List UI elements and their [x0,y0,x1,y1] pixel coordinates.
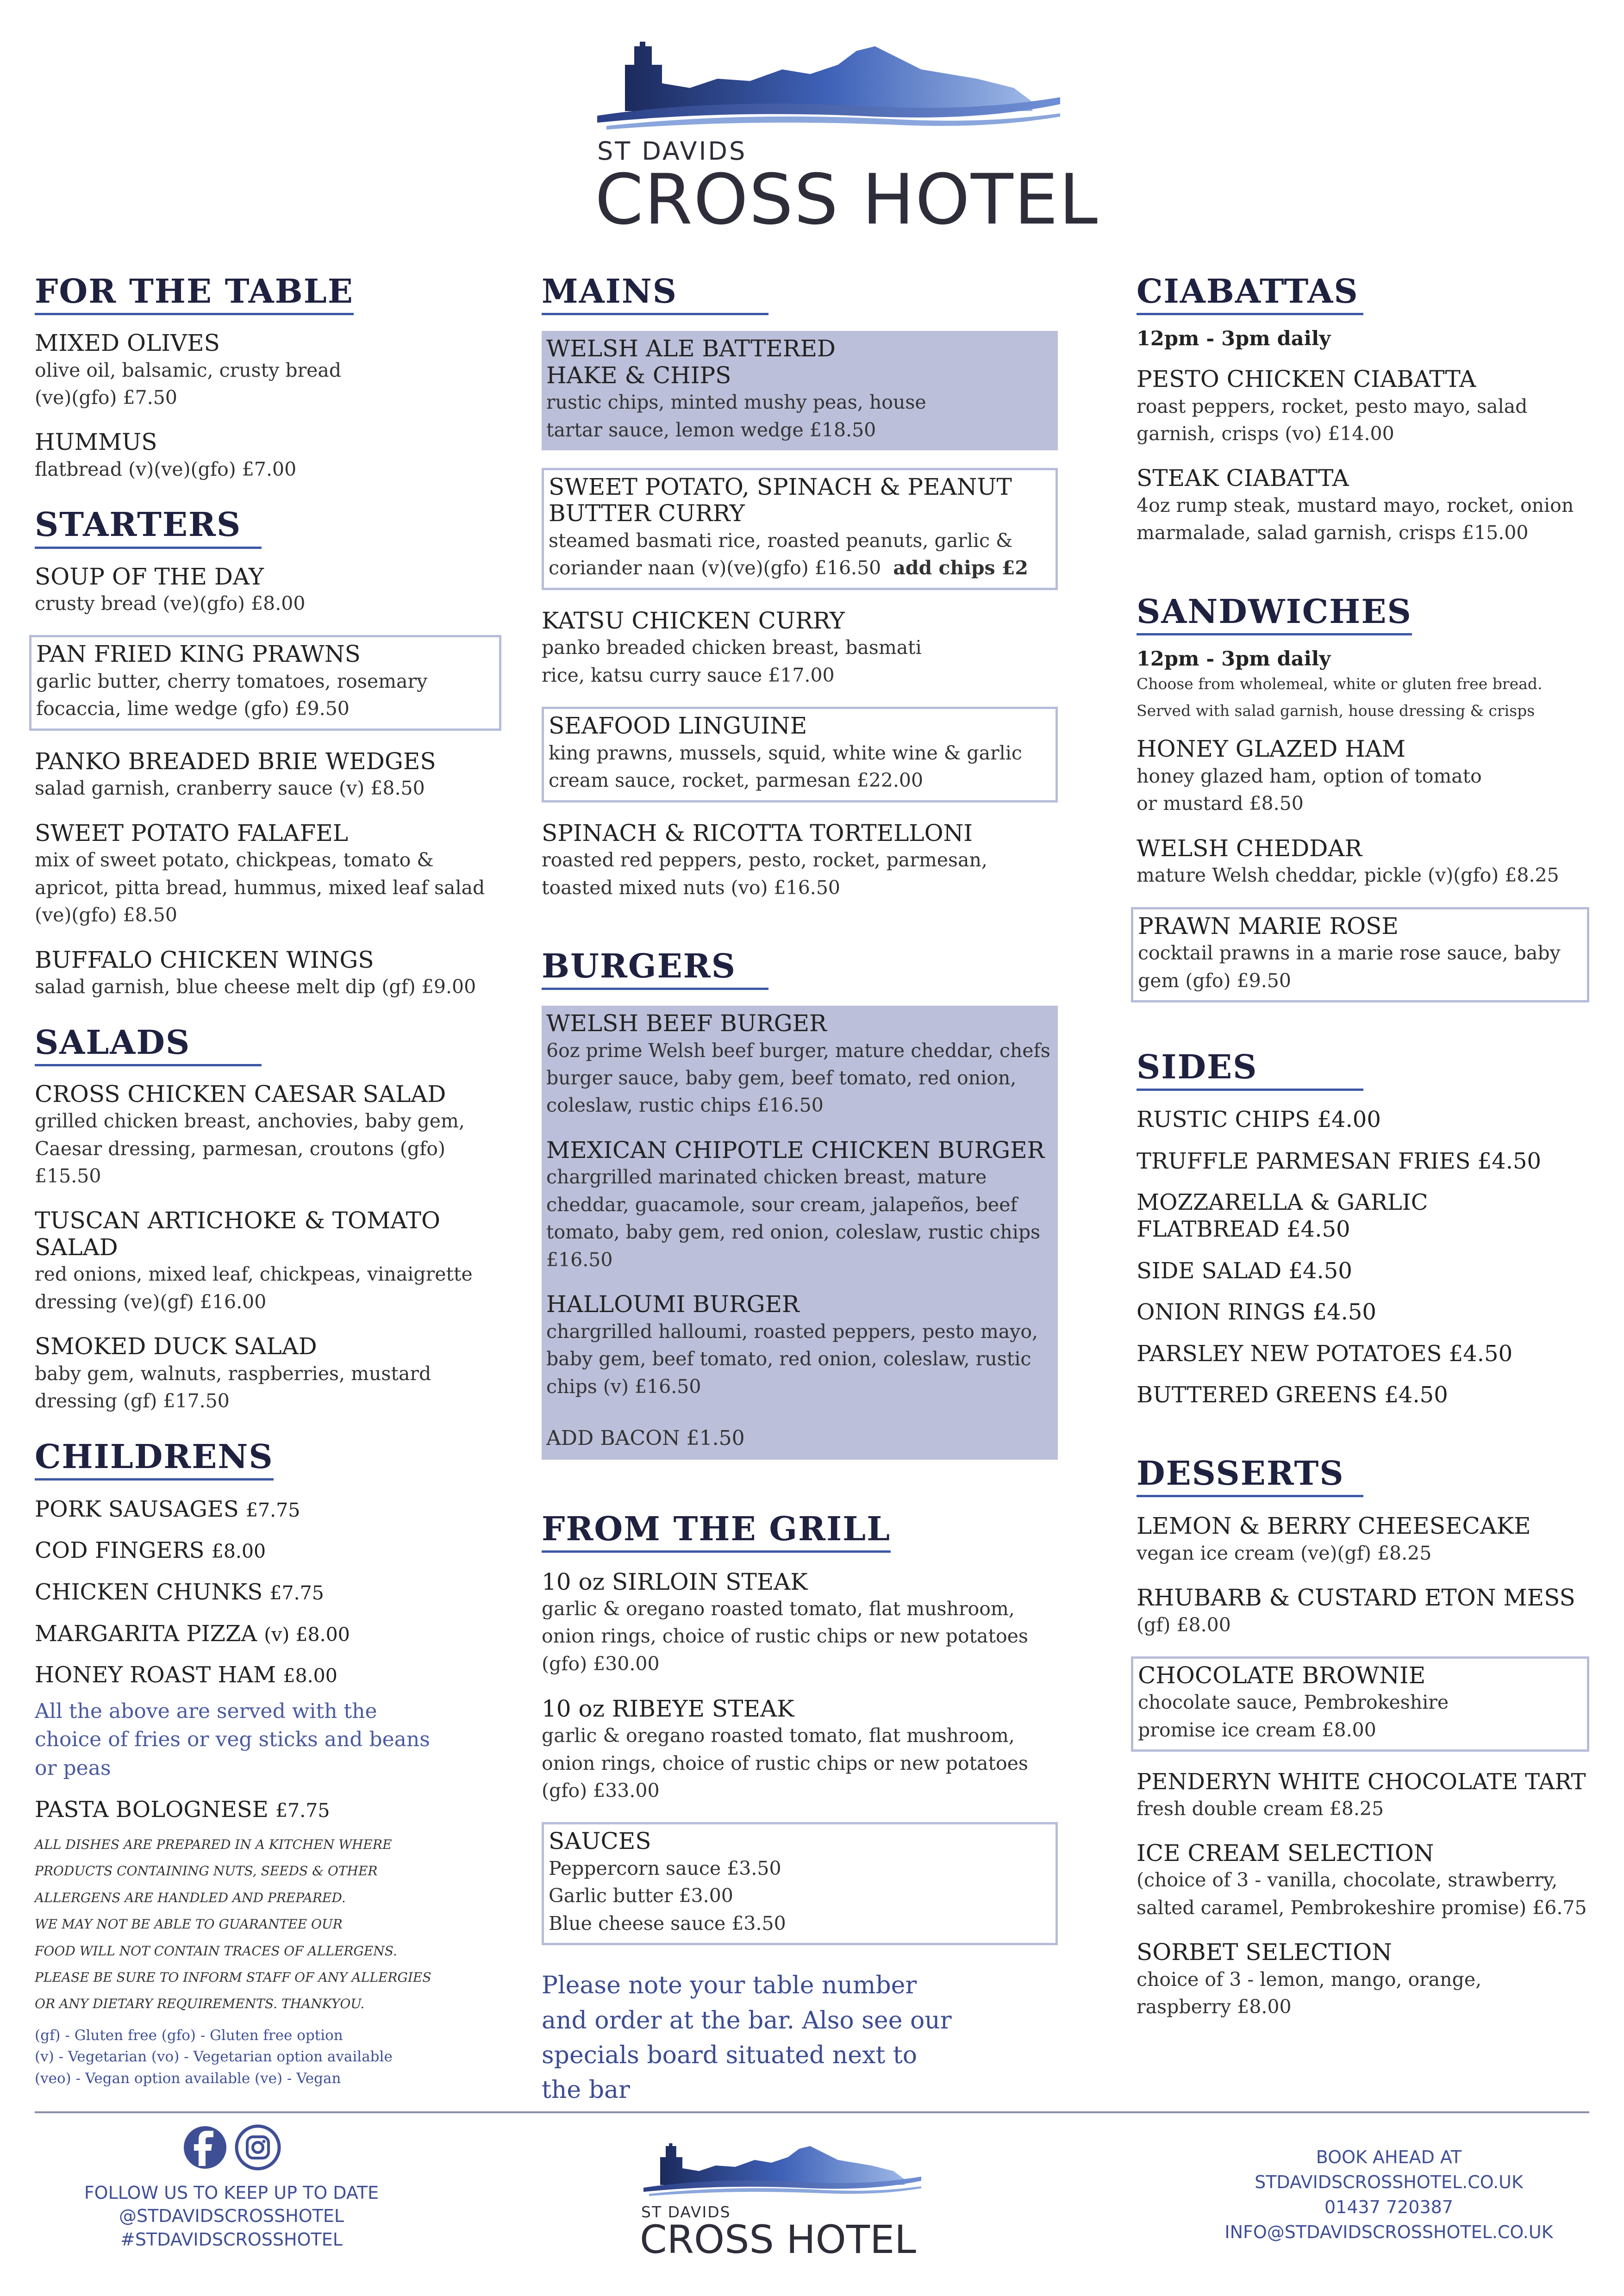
burgers-panel [542,1006,1058,1460]
book-ahead-label: BOOK AHEAD AT [1316,2147,1462,2167]
item-name: CHOCOLATE BROWNIE [1138,1661,1426,1689]
item-desc: (choice of 3 - vanilla, chocolate, strawberry, salted caramel, Pembrokeshire promise) £6.75 [1137,1869,1587,1919]
sauce-item: Blue cheese sauce £3.50 [549,1912,786,1935]
item-desc: chargrilled marinated chicken breast, mature cheddar, guacamole, sour cream, jalapeños, beef tomato, baby gem, red onion, coleslaw, rustic chips £16.50 [546,1166,1041,1271]
item-name: MEXICAN CHIPOTLE CHICKEN BURGER [546,1136,1045,1164]
menu-item [1137,1769,1609,1823]
menu-item [35,1081,502,1190]
menu-item-highlighted [542,707,1058,802]
allergen-notice [35,1831,502,2017]
item-desc: olive oil, balsamic, crusty bread (ve)(gfo) £7.50 [35,359,342,409]
column-middle [542,273,1058,2108]
section-title-burgers: BURGERS [542,948,768,990]
kids-item [35,1662,502,1689]
bread-note: Choose from wholemeal, white or gluten free bread. [1137,674,1543,693]
item-desc-text: steamed basmati rice, roasted peanuts, garlic & coriander naan (v)(ve)(gfo) £16.50 [549,529,1013,579]
item-desc: mix of sweet potato, chickpeas, tomato & apricot, pitta bread, hummus, mixed leaf salad (ve)(gfo) £8.50 [35,849,485,927]
item-name: WELSH CHEDDAR [1137,834,1362,862]
footer-divider [35,2111,1589,2113]
item-name: SORBET SELECTION [1137,1939,1392,1966]
item-desc: crusty bread (ve)(gfo) £8.00 [35,592,306,615]
section-title-salads: SALADS [35,1024,262,1066]
item-desc: red onions, mixed leaf, chickpeas, vinaigrette dressing (ve)(gf) £16.00 [35,1263,473,1313]
item-desc: chargrilled halloumi, roasted peppers, pesto mayo, baby gem, beef tomato, red onion, coleslaw, rustic chips (v) £16.50 [546,1320,1038,1398]
garnish-note: Served with salad garnish, house dressing & crisps [1137,701,1535,720]
item-name: STEAK CIABATTA [1137,465,1349,492]
booking-block [1194,2145,1583,2245]
item-price: (v) £8.00 [264,1623,350,1646]
item-desc: roasted red peppers, pesto, rocket, parmesan, toasted mixed nuts (vo) £16.50 [542,849,987,899]
item-price: £4.50 [1384,1382,1448,1408]
menu-item [546,1291,1053,1400]
item-price: £4.50 [1312,1299,1376,1325]
dietary-key [35,2025,502,2090]
menu-item [35,947,502,1001]
menu-item [1137,835,1609,890]
item-price: £7.75 [269,1581,324,1604]
item-desc: mature Welsh cheddar, pickle (v)(gfo) £8.25 [1137,864,1559,887]
facebook-icon[interactable] [182,2124,228,2177]
key-line: (veo) - Vegan option available (ve) - Vegan [35,2070,341,2087]
kids-item [35,1621,502,1648]
item-desc: grilled chicken breast, anchovies, baby gem, Caesar dressing, parmesan, croutons (gfo) £15.50 [35,1110,465,1187]
allergen-line: FOOD WILL NOT CONTAIN TRACES OF ALLERGENS. [35,1943,397,1959]
menu-item [1137,1585,1609,1639]
item-desc: flatbread (v)(ve)(gfo) £7.00 [35,458,297,480]
menu-item-highlighted [1131,1656,1589,1752]
serving-time: 12pm - 3pm daily [1137,647,1331,671]
side-item [1137,1258,1609,1285]
menu-item [1137,465,1609,547]
sauces-title: SAUCES [549,1828,651,1855]
menu-item [35,429,502,483]
menu-item [1137,1513,1609,1567]
item-price: £7.75 [245,1499,300,1521]
menu-item-highlighted [542,468,1058,590]
item-desc: panko breaded chicken breast, basmati rice, katsu curry sauce £17.00 [542,636,922,686]
sauce-item: Peppercorn sauce £3.50 [549,1857,781,1879]
item-name: PENDERYN WHITE CHOCOLATE TART [1137,1769,1586,1795]
side-item [1137,1148,1609,1175]
item-name: CROSS CHICKEN CAESAR SALAD [35,1080,446,1108]
item-desc [549,527,1051,582]
side-item [1137,1107,1609,1133]
side-item [1137,1341,1609,1368]
menu-item-highlighted [29,635,501,730]
social-block [83,2124,380,2251]
key-line: (v) - Vegetarian (vo) - Vegetarian option available [35,2048,393,2066]
item-name: TUSCAN ARTICHOKE & TOMATO SALAD [35,1207,440,1261]
section-title-ciabattas: CIABATTAS [1137,273,1363,315]
item-name: RHUBARB & CUSTARD ETON MESS [1137,1584,1575,1611]
menu-item [1137,736,1609,817]
section-title-childrens: CHILDRENS [35,1438,274,1481]
item-name: ICE CREAM SELECTION [1137,1839,1434,1867]
sauces-box [542,1822,1058,1945]
menu-item [546,1010,1053,1120]
item-name: PAN FRIED KING PRAWNS [36,641,361,668]
item-name: SEAFOOD LINGUINE [549,712,807,740]
item-desc: baby gem, walnuts, raspberries, mustard dressing (gf) £17.50 [35,1362,431,1412]
kids-note: All the above are served with the choice of fries or veg sticks and beans or peas [35,1699,430,1780]
item-desc: choice of 3 - lemon, mango, orange, raspberry £8.00 [1137,1968,1482,2018]
item-name: HONEY ROAST HAM [35,1662,276,1688]
item-desc: garlic & oregano roasted tomato, flat mushroom, onion rings, choice of rustic chips or new potatoes (gfo) £30.00 [542,1597,1028,1675]
logo-big-text: CROSS HOTEL [640,2217,916,2262]
footer-logo [634,2124,931,2272]
add-bacon: ADD BACON £1.50 [546,1426,745,1450]
item-desc: rustic chips, minted mushy peas, house tartar sauce, lemon wedge £18.50 [546,391,926,441]
menu-item [35,820,502,929]
item-name: 10 oz RIBEYE STEAK [542,1695,794,1723]
item-name: SWEET POTATO FALAFEL [35,819,348,846]
item-desc: salad garnish, cranberry sauce (v) £8.50 [35,777,425,800]
key-line: (gf) - Gluten free (gfo) - Gluten free option [35,2027,343,2044]
item-name: MARGARITA PIZZA [35,1620,257,1647]
section-title-mains: MAINS [542,273,768,315]
item-desc: 6oz prime Welsh beef burger, mature cheddar, chefs burger sauce, baby gem, beef tomato, red onion, coleslaw, rustic chips £16.50 [546,1039,1050,1117]
item-price: £4.50 [1477,1148,1542,1174]
item-price: £8.00 [283,1665,337,1687]
item-name: HALLOUMI BURGER [546,1291,800,1318]
cathedral-skyline-logo [643,2134,921,2203]
item-name: SIDE SALAD [1137,1257,1282,1284]
hotel-logo [569,37,1099,240]
menu-item [35,330,502,411]
instagram-icon[interactable] [235,2124,281,2177]
item-desc: fresh double cream £8.25 [1137,1797,1384,1820]
table-note: Please note your table number and order at the bar. Also see our specials board situated next to the bar [542,1972,952,2104]
logo-small-text: ST DAVIDS [641,2203,731,2221]
kids-item [35,1797,502,1823]
item-name: WELSH BEEF BURGER [546,1010,827,1037]
allergen-line: WE MAY NOT BE ABLE TO GUARANTEE OUR [35,1916,343,1932]
social-icons [83,2124,380,2177]
menu-item [546,1137,1053,1274]
item-name: SWEET POTATO, SPINACH & PEANUT BUTTER CURRY [549,473,1012,527]
item-desc: cocktail prawns in a marie rose sauce, baby gem (gfo) £9.50 [1138,942,1561,992]
item-desc: honey glazed ham, option of tomato or mustard £8.50 [1137,765,1482,815]
phone-number[interactable]: 01437 720387 [1324,2196,1454,2217]
allergen-line: ALLERGENS ARE HANDLED AND PREPARED. [35,1890,346,1905]
column-left [35,273,502,2089]
item-name: SOUP OF THE DAY [35,563,264,590]
item-name: 10 oz SIRLOIN STEAK [542,1568,808,1595]
item-name: WELSH ALE BATTERED HAKE & CHIPS [546,335,836,389]
menu-item [35,748,502,803]
allergen-line: PRODUCTS CONTAINING NUTS, SEEDS & OTHER [35,1863,378,1879]
item-name: TRUFFLE PARMESAN FRIES [1137,1148,1471,1174]
section-title-starters: STARTERS [35,506,262,548]
item-name: MIXED OLIVES [35,330,220,357]
column-right [1137,273,1609,2021]
section-title-sandwiches: SANDWICHES [1137,593,1412,635]
menu-item [1137,366,1609,448]
item-name: BUFFALO CHICKEN WINGS [35,946,374,973]
item-name: BUTTERED GREENS [1137,1382,1378,1408]
follow-text: FOLLOW US TO KEEP UP TO DATE [84,2182,379,2203]
cathedral-skyline-logo [597,37,1060,130]
item-desc: roast peppers, rocket, pesto mayo, salad garnish, crisps (vo) £14.00 [1137,395,1528,445]
item-price: £4.50 [1288,1257,1352,1284]
section-title-sides: SIDES [1137,1049,1363,1091]
kids-item [35,1579,502,1606]
logo-small-text: ST DAVIDS [597,137,747,166]
item-desc: king prawns, mussels, squid, white wine & garlic cream sauce, rocket, parmesan £22.00 [549,741,1022,792]
side-item [1137,1382,1609,1409]
menu-item [1137,1840,1609,1922]
sauce-item: Garlic butter £3.00 [549,1885,733,1907]
item-price: £4.50 [1287,1216,1350,1242]
item-name: HUMMUS [35,429,157,456]
menu-item-highlighted [542,331,1058,450]
item-name: PESTO CHICKEN CIABATTA [1137,366,1476,393]
allergen-line: PLEASE BE SURE TO INFORM STAFF OF ANY ALLERGIES [35,1970,431,1985]
social-handle[interactable]: @STDAVIDSCROSSHOTEL [119,2206,344,2227]
logo-big-text: CROSS HOTEL [595,160,1099,240]
menu-item [542,1695,1058,1804]
item-desc: chocolate sauce, Pembrokeshire promise ice cream £8.00 [1138,1691,1449,1741]
item-name: PASTA BOLOGNESE [35,1796,269,1823]
social-hashtag[interactable]: #STDAVIDSCROSSHOTEL [120,2229,343,2250]
item-name: HONEY GLAZED HAM [1137,735,1406,763]
menu-item [35,1333,502,1415]
item-name: LEMON & BERRY CHEESECAKE [1137,1512,1531,1540]
item-desc: garlic & oregano roasted tomato, flat mushroom, onion rings, choice of rustic chips or new potatoes (gfo) £33.00 [542,1724,1028,1802]
item-desc: vegan ice cream (ve)(gf) £8.25 [1137,1542,1432,1564]
email-link[interactable]: INFO@STDAVIDSCROSSHOTEL.CO.UK [1224,2221,1553,2242]
menu-item [1137,1939,1609,2021]
item-name: ONION RINGS [1137,1299,1306,1325]
item-name: PARSLEY NEW POTATOES [1137,1340,1442,1367]
item-name: SMOKED DUCK SALAD [35,1333,317,1360]
item-name: PANKO BREADED BRIE WEDGES [35,747,436,775]
menu-item-highlighted [1131,907,1589,1002]
item-price: £7.75 [275,1799,330,1822]
item-name: PRAWN MARIE ROSE [1138,912,1399,940]
item-name: CHICKEN CHUNKS [35,1579,263,1605]
section-title-desserts: DESSERTS [1137,1455,1363,1497]
side-item [1137,1299,1609,1326]
item-desc: 4oz rump steak, mustard mayo, rocket, onion marmalade, salad garnish, crisps £15.00 [1137,494,1574,544]
serving-time: 12pm - 3pm daily [1137,327,1331,351]
section-title-for-the-table: FOR THE TABLE [35,273,354,315]
item-name: COD FINGERS [35,1537,205,1564]
item-desc: (gf) £8.00 [1137,1613,1231,1636]
allergen-line: OR ANY DIETARY REQUIREMENTS. THANKYOU. [35,1996,365,2012]
section-title-grill: FROM THE GRILL [542,1511,891,1553]
menu-item [35,1207,502,1316]
item-name: RUSTIC CHIPS [1137,1107,1311,1133]
side-item [1137,1189,1433,1243]
item-price: £4.50 [1449,1340,1513,1367]
item-desc: salad garnish, blue cheese melt dip (gf) £9.00 [35,976,476,998]
item-name: KATSU CHICKEN CURRY [542,607,845,634]
item-price: £8.00 [211,1540,266,1563]
website-link[interactable]: STDAVIDSCROSSHOTEL.CO.UK [1255,2172,1523,2192]
menu-item [35,564,502,618]
item-price: £4.00 [1317,1107,1381,1133]
item-desc: garlic butter, cherry tomatoes, rosemary focaccia, lime wedge (gfo) £9.50 [36,670,428,720]
kids-item [35,1496,502,1523]
allergen-line: ALL DISHES ARE PREPARED IN A KITCHEN WHERE [35,1837,392,1853]
item-name: MOZZARELLA & GARLIC FLATBREAD [1137,1189,1428,1242]
menu-item [542,820,1058,902]
item-name: PORK SAUSAGES [35,1496,239,1522]
menu-item [542,608,1058,689]
item-name: SPINACH & RICOTTA TORTELLONI [542,819,973,846]
menu-item [542,1568,1058,1678]
kids-item [35,1537,502,1564]
add-chips-note: add chips £2 [893,557,1028,579]
